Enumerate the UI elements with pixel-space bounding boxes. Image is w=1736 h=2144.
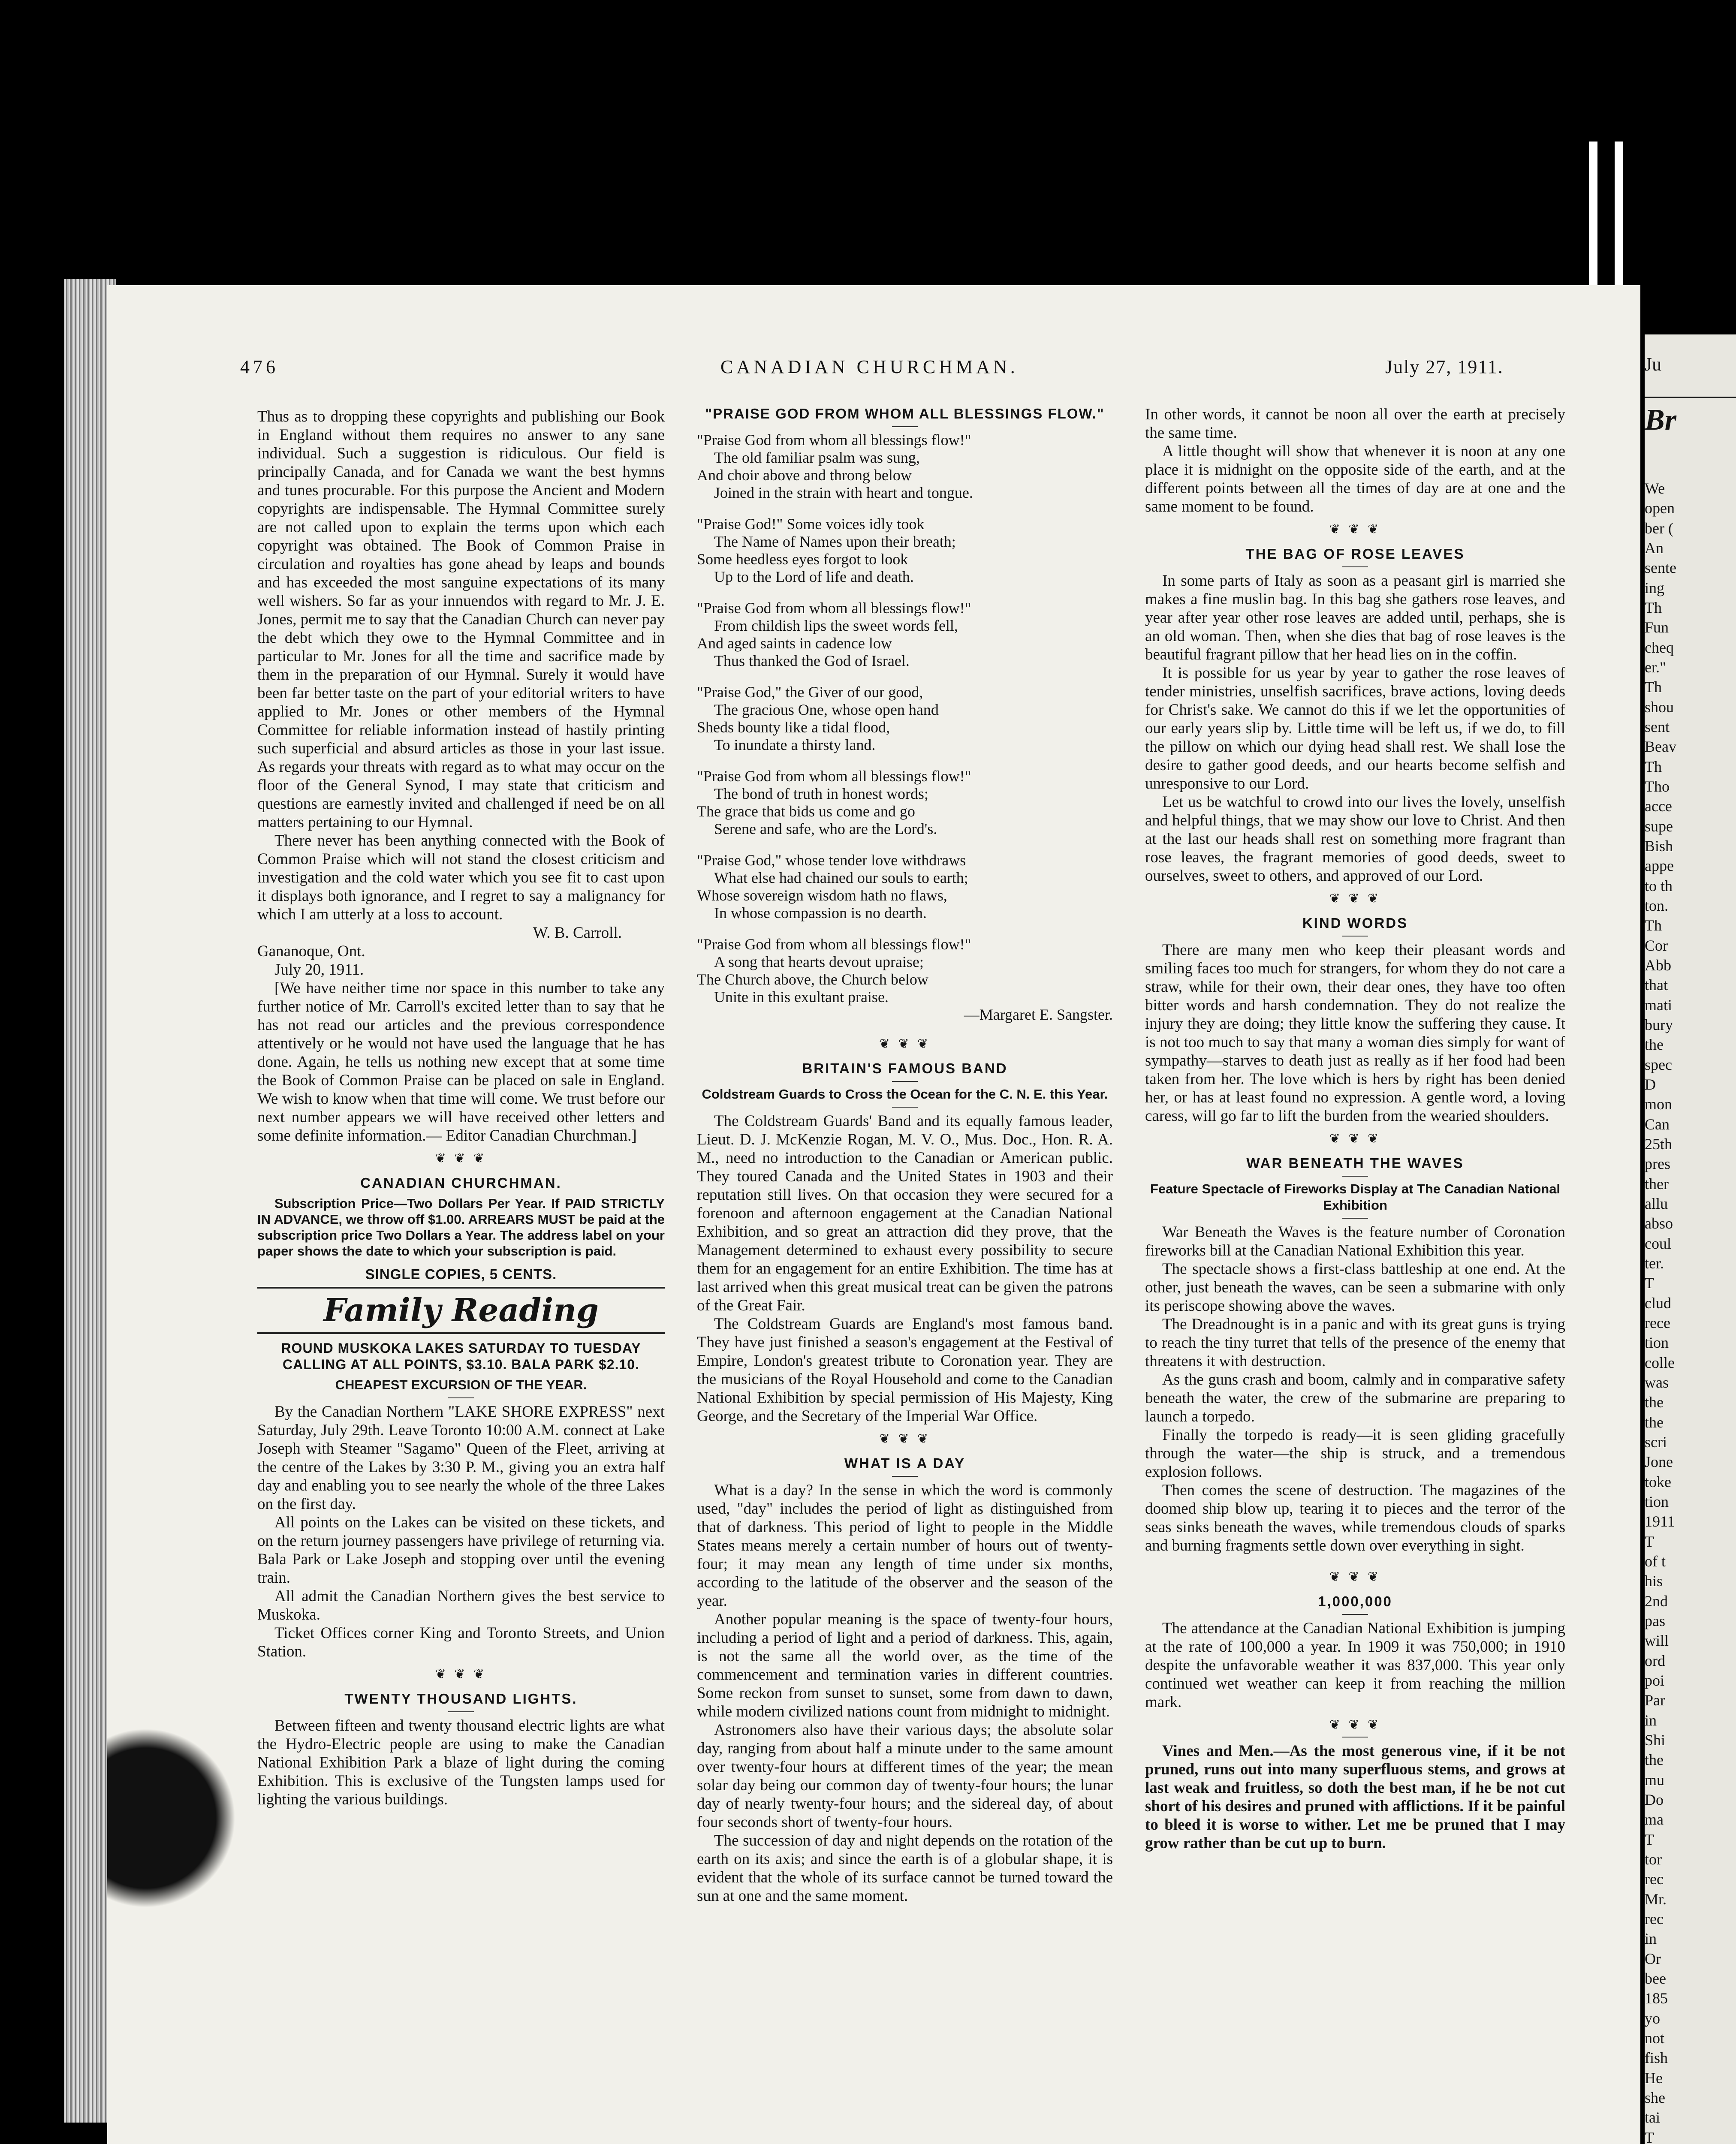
adjacent-line-fragment: clud <box>1645 1294 1671 1312</box>
poem-line: "Praise God from whom all blessings flow!" <box>697 936 971 953</box>
letter-signature: W. B. Carroll. <box>533 924 622 942</box>
ornament: ❦ ❦ ❦ <box>879 1037 931 1051</box>
adjacent-line-fragment: fish <box>1645 2049 1668 2067</box>
excursion-paragraph: All points on the Lakes can be visited on these tickets, and on the return journey passengers have privilege of returning via. Bala Park or Lake Joseph and stopping over until the evening train. <box>257 1514 665 1587</box>
adjacent-line-fragment: in <box>1645 1930 1657 1948</box>
adjacent-line-fragment: Or <box>1645 1950 1661 1967</box>
adjacent-line-fragment: abso <box>1645 1215 1673 1232</box>
adjacent-line-fragment: Th <box>1645 678 1662 696</box>
rose-paragraph: In some parts of Italy as soon as a peasant girl is married she makes a fine muslin bag. In this bag she gathers rose leaves, and year after year other rose leaves are added until, perhaps, she is an old woman. Then, when she dies that bag of rose leaves is the beautiful fragrant pillow that her head lies on in the coffin. <box>1145 572 1565 663</box>
poem-stanza <box>697 599 1113 670</box>
poem-line: Whose sovereign wisdom hath no flaws, <box>697 887 947 904</box>
poem-stanza <box>697 515 1113 586</box>
adjacent-line-fragment: 185 <box>1645 1990 1668 2007</box>
rose-paragraph: Let us be watchful to crowd into our lives the lovely, unselfish and helpful things, that we may show our love to Christ. And then at the last our heads shall rest on something more fragrant than rose leaves, the fragrant memories of good deeds, sweet to ourselves, sweet to others, and approved of our Lord. <box>1145 793 1565 885</box>
divider <box>1342 1218 1368 1219</box>
adjacent-line-fragment: bee <box>1645 1970 1666 1987</box>
adjacent-line-fragment: ter. <box>1645 1255 1664 1272</box>
vines-paragraph: Vines and Men.—As the most generous vine, if it be not pruned, runs out into many superfluous stems, and grows at last weak and fruitless, so doth the best man, if he be not cut short of his desires and pruned with afflictions. If it be painful to bleed it is worse to wither. Let me be pruned that I may grow rather than be cut up to burn. <box>1145 1742 1565 1852</box>
poem-line: And choir above and throng below <box>697 467 912 484</box>
adjacent-line-fragment: pres <box>1645 1155 1670 1173</box>
poem-line: "Praise God from whom all blessings flow!" <box>697 599 971 617</box>
adjacent-line-fragment: An <box>1645 539 1664 557</box>
adjacent-line-fragment: Jone <box>1645 1453 1673 1471</box>
ornament: ❦ ❦ ❦ <box>435 1667 487 1681</box>
letter-place: Gananoque, Ont. <box>257 943 365 960</box>
day-paragraph: The succession of day and night depends on the rotation of the earth on its axis; and since the earth is of a globular shape, it is evident that the whole of its surface cannot be turned toward the sun at one and the same moment. <box>697 1832 1113 1905</box>
adjacent-line-fragment: rec <box>1645 1910 1664 1927</box>
adjacent-line-fragment: was <box>1645 1374 1669 1391</box>
adjacent-line-fragment: sent <box>1645 718 1670 735</box>
muskoka-heading: ROUND MUSKOKA LAKES SATURDAY TO TUESDAY CALLING AT ALL POINTS, $3.10. BALA PARK $2.10. <box>281 1340 641 1372</box>
adjacent-line-fragment: Th <box>1645 917 1662 934</box>
poem-line: What else had chained our souls to earth; <box>714 869 968 886</box>
poem-stanza <box>697 936 1113 1006</box>
adjacent-rule <box>1645 397 1736 398</box>
adjacent-line-fragment: ord <box>1645 1652 1665 1669</box>
million-paragraph: The attendance at the Canadian National Exhibition is jumping at the rate of 100,000 a year. In 1909 it was 750,000; in 1910 despite the unfavorable weather it was 837,000. This year only continued wet weather can keep it from reaching the million mark. <box>1145 1620 1565 1711</box>
divider <box>1342 1614 1368 1615</box>
cc-heading: CANADIAN CHURCHMAN. <box>360 1175 562 1191</box>
adjacent-line-fragment: that <box>1645 976 1668 994</box>
war-paragraph: The spectacle shows a first-class battleship at one end. At the other, just beneath the waves, can be seen a submarine with only its periscope showing above the waves. <box>1145 1260 1565 1315</box>
poem-line: Serene and safe, who are the Lord's. <box>714 820 937 837</box>
million-heading: 1,000,000 <box>1318 1593 1392 1609</box>
page-number: 476 <box>240 356 279 377</box>
adjacent-line-fragment: Do <box>1645 1791 1664 1808</box>
adjacent-header: Ju <box>1645 354 1662 375</box>
adjacent-line-fragment: T <box>1645 1831 1654 1848</box>
adjacent-line-fragment: D <box>1645 1076 1656 1093</box>
rule <box>257 1332 665 1334</box>
war-subheading: Feature Spectacle of Fireworks Display at The Canadian National Exhibition <box>1150 1181 1561 1213</box>
column-1 <box>257 407 665 1809</box>
divider <box>892 1107 918 1108</box>
family-reading-title: Family Reading <box>323 1292 599 1329</box>
adjacent-line-fragment: mati <box>1645 996 1672 1014</box>
adjacent-line-fragment: tion <box>1645 1493 1669 1510</box>
letter-paragraph: Thus as to dropping these copyrights and publishing our Book in England without them requires no answer to any sane individual. Such a suggestion is ridiculous. Our field is principally Canada, and for Canada we want the best hymns and tunes procurable. For this purpose the Ancient and Modern copyrights are indispensable. The Hymnal Committee surely are not called upon to explain the terms upon which each copyright was obtained. The Book of Common Praise in circulation and royalties has gone ahead by leaps and bounds and has exceeded the most sanguine expectations of its many well wishers. So far as your innuendos with regard to Mr. J. E. Jones, permit me to say that the Canadian Church can never pay the debt which they owe to the Hymnal Committee and in particular to Mr. Jones for all the time and sacrifice made by them in the preparation of our Hymnal. Surely it would have been far better taste on the part of your editorial writers to have applied to Mr. Jones or other members of the Hymnal Committee for reliable information instead of hastily printing such superficial and absurd articles as those in your last issue. As regards your threats with regard as to what may occur on the floor of the General Synod, I may state that criticism and questions are earnestly invited and challenged if need be on all matters pertaining to our Hymnal. <box>257 408 665 831</box>
column-2 <box>697 403 1113 1905</box>
poem-stanza <box>697 431 1113 502</box>
letter-paragraph: There never has been anything connected with the Book of Common Praise which will not stand the closest criticism and investigation and the cold water which you see fit to cast upon it displays both ignorance, and I regret to say a malignancy for which I am utterly at a loss to account. <box>257 832 665 923</box>
poem-stanza <box>697 852 1113 922</box>
adjacent-line-fragment: ther <box>1645 1175 1669 1192</box>
adjacent-line-fragment: will <box>1645 1632 1669 1650</box>
adjacent-page <box>1645 334 1736 2144</box>
poem-line: Unite in this exultant praise. <box>714 988 889 1006</box>
war-paragraph: As the guns crash and boom, calmly and in comparative safety beneath the water, the crew of the submarine are preparing to launch a torpedo. <box>1145 1371 1565 1425</box>
twenty-paragraph: Between fifteen and twenty thousand electric lights are what the Hydro-Electric people are using to make the Canadian National Exhibition Park a blaze of light during the coming Exhibition. This is exclusive of the Tungsten lamps used for lighting the various buildings. <box>257 1717 665 1808</box>
poem-line: From childish lips the sweet words fell, <box>714 617 958 634</box>
band-paragraph: The Coldstream Guards' Band and its equally famous leader, Lieut. D. J. McKenzie Rogan, M. V. O., Mus. Doc., Hon. R. A. M., need no introduction to the Canadian or American public. They toured Canada and the United States in 1903 and their reputation still lives. On that occasion they were secured for a forenoon and afternoon engagement at the Canadian National Exhibition, and so great an attraction did they prove, that the Management determined to exhaust every possibility to secure them for an engagement for an entire Exhibition. The time has at last arrived when this great musical treat can be given the patrons of the Great Fair. <box>697 1112 1113 1314</box>
thumb-shadow <box>107 1728 236 1908</box>
war-paragraph: Finally the torpedo is ready—it is seen gliding gracefully through the water—the ship is struck, and a tremendous explosion follows. <box>1145 1426 1565 1481</box>
subscription-notice: Subscription Price—Two Dollars Per Year. If PAID STRICTLY IN ADVANCE, we throw off $1.00. ARREARS MUST be paid at the subscription price Two Dollars a Year. The address label on your paper shows the date to which your subscription is paid. <box>257 1196 665 1259</box>
poem-line: Some heedless eyes forgot to look <box>697 551 908 568</box>
adjacent-line-fragment: mon <box>1645 1096 1673 1113</box>
poem-stanza <box>697 768 1113 838</box>
adjacent-line-fragment: ma <box>1645 1811 1664 1828</box>
poem-line: "Praise God from whom all blessings flow!" <box>697 431 971 449</box>
divider <box>892 426 918 427</box>
poem-line: The Church above, the Church below <box>697 971 928 988</box>
poem-line: Up to the Lord of life and death. <box>714 568 914 585</box>
poem-title: "PRAISE GOD FROM WHOM ALL BLESSINGS FLOW." <box>705 406 1105 422</box>
day-continued: A little thought will show that whenever it is noon at any one place it is midnight on the opposite side of the earth, and at the different points between all the times of day are at one and the same moment to be found. <box>1145 443 1565 515</box>
adjacent-line-fragment: allu <box>1645 1195 1668 1212</box>
war-paragraph: War Beneath the Waves is the feature number of Coronation fireworks bill at the Canadian National Exhibition this year. <box>1145 1223 1565 1259</box>
excursion-paragraph: All admit the Canadian Northern gives the best service to Muskoka. <box>257 1587 665 1623</box>
adjacent-line-fragment: his <box>1645 1572 1663 1590</box>
poem-line: "Praise God," the Giver of our good, <box>697 684 923 701</box>
adjacent-line-fragment: er." <box>1645 659 1666 676</box>
letter-date: July 20, 1911. <box>274 961 364 979</box>
adjacent-line-fragment: Th <box>1645 758 1662 775</box>
adjacent-line-fragment: scri <box>1645 1433 1667 1451</box>
poem-line: The Name of Names upon their breath; <box>714 533 956 550</box>
adjacent-line-fragment: the <box>1645 1751 1664 1769</box>
day-paragraph: Astronomers also have their various days; the absolute solar day, ranging from about half a minute under to the same amount over twenty-four hours at different times of the year; the mean solar day being our common day of twenty-four hours; the lunar day of nearly twenty-four hours; and the sidereal day, of about four seconds short of twenty-four hours. <box>697 1721 1113 1831</box>
band-heading: BRITAIN'S FAMOUS BAND <box>802 1060 1008 1076</box>
adjacent-line-fragment: shou <box>1645 698 1674 716</box>
adjacent-title: Br <box>1645 404 1676 437</box>
day-heading: WHAT IS A DAY <box>844 1455 966 1471</box>
ornament: ❦ ❦ ❦ <box>1329 1570 1381 1584</box>
poem-line: The bond of truth in honest words; <box>714 785 928 802</box>
poem-line: Joined in the strain with heart and tongue. <box>714 484 973 501</box>
adjacent-line-fragment: coul <box>1645 1235 1671 1252</box>
ornament: ❦ ❦ ❦ <box>1329 891 1381 906</box>
adjacent-line-fragment: T <box>1645 2129 1654 2144</box>
adjacent-line-fragment: T <box>1645 1274 1654 1292</box>
adjacent-line-fragment: rec <box>1645 1870 1664 1888</box>
adjacent-line-fragment: toke <box>1645 1473 1671 1491</box>
day-continued: In other words, it cannot be noon all over the earth at precisely the same time. <box>1145 406 1565 442</box>
adjacent-line-fragment: cheq <box>1645 638 1674 656</box>
adjacent-line-fragment: she <box>1645 2089 1665 2106</box>
adjacent-line-fragment: poi <box>1645 1672 1665 1689</box>
adjacent-line-fragment: mu <box>1645 1771 1665 1789</box>
adjacent-line-fragment: the <box>1645 1036 1664 1054</box>
twenty-heading: TWENTY THOUSAND LIGHTS. <box>344 1691 578 1707</box>
poem-author: —Margaret E. Sangster. <box>964 1006 1113 1023</box>
cheapest-heading: CHEAPEST EXCURSION OF THE YEAR. <box>335 1377 587 1392</box>
poem-line: "Praise God from whom all blessings flow!" <box>697 768 971 785</box>
rose-paragraph: It is possible for us year by year to gather the rose leaves of tender ministries, unselfish sacrifices, brave actions, loving deeds for Christ's sake. We cannot do this if we let the opportunities of our early years slip by. Little time will be left us, if we do, to fill the pillow on which our dying head shall rest. We shall lose the desire to gather good deeds, and our hearts become selfish and unresponsive to our Lord. <box>1145 664 1565 792</box>
adjacent-line-fragment: yo <box>1645 2009 1660 2027</box>
adjacent-line-fragment: Can <box>1645 1115 1670 1133</box>
poem-line: The grace that bids us come and go <box>697 803 915 820</box>
adjacent-line-fragment: ing <box>1645 579 1665 596</box>
day-paragraph: What is a day? In the sense in which the word is commonly used, "day" includes the period of light as distinguished from that of darkness. This period of light to people in the Middle States means merely a certain number of hours out of twenty-four; it may mean any length of time under six months, according to the latitude of the observer and the season of the year. <box>697 1482 1113 1610</box>
adjacent-line-fragment: 1911 <box>1645 1513 1675 1530</box>
single-copies: SINGLE COPIES, 5 CENTS. <box>365 1266 557 1282</box>
divider <box>892 1081 918 1082</box>
adjacent-line-fragment: of t <box>1645 1553 1666 1570</box>
adjacent-line-fragment: supe <box>1645 817 1673 835</box>
adjacent-line-fragment: We <box>1645 480 1665 497</box>
rule <box>257 1287 665 1289</box>
ornament: ❦ ❦ ❦ <box>435 1151 487 1165</box>
adjacent-line-fragment: open <box>1645 500 1675 517</box>
adjacent-line-fragment: spec <box>1645 1056 1672 1073</box>
ornament: ❦ ❦ ❦ <box>879 1432 931 1446</box>
adjacent-line-fragment: 2nd <box>1645 1592 1668 1610</box>
adjacent-line-fragment: bury <box>1645 1016 1673 1033</box>
adjacent-line-fragment: Par <box>1645 1692 1665 1709</box>
war-heading: WAR BENEATH THE WAVES <box>1246 1155 1464 1171</box>
issue-date: July 27, 1911. <box>1385 356 1504 377</box>
adjacent-line-fragment: Tho <box>1645 778 1670 795</box>
adjacent-line-fragment: Shi <box>1645 1731 1666 1749</box>
kind-paragraph: There are many men who keep their pleasant words and smiling faces too much for strangers, for whom they do not care a straw, while for their own, their dear ones, they have too often bitter words and harsh condemnation. They do not realize the injury they are doing; they little know the suffering they cause. It is not too much to say that many a woman dies simply for want of sympathy—starves to death just as really as if her food had been taken from her. The love which is hers by right has been denied her, or has at least found no expression. A gentle word, a loving caress, will go far to lift the burden from the wearied shoulders. <box>1145 941 1565 1125</box>
adjacent-line-fragment: in <box>1645 1711 1657 1729</box>
adjacent-line-fragment: 25th <box>1645 1135 1673 1153</box>
poem-line: And aged saints in cadence low <box>697 635 892 652</box>
band-subheading: Coldstream Guards to Cross the Ocean for the C. N. E. this Year. <box>702 1087 1108 1102</box>
adjacent-line-fragment: sente <box>1645 559 1676 577</box>
adjacent-line-fragment: Cor <box>1645 936 1668 954</box>
divider <box>1342 566 1368 567</box>
divider <box>892 1476 918 1477</box>
divider <box>448 1397 474 1398</box>
adjacent-line-fragment: ton. <box>1645 897 1669 914</box>
adjacent-line-fragment: Abb <box>1645 957 1671 974</box>
poem-line: In whose compassion is no dearth. <box>714 904 927 921</box>
war-paragraph: The Dreadnought is in a panic and with its great guns is trying to reach the tiny turret that tells of the presence of the enemy that threatens it with destruction. <box>1145 1316 1565 1370</box>
poem-line: A song that hearts devout upraise; <box>714 953 924 970</box>
adjacent-line-fragment: tor <box>1645 1851 1662 1868</box>
adjacent-line-fragment: tion <box>1645 1334 1669 1352</box>
adjacent-line-fragment: T <box>1645 1533 1654 1550</box>
adjacent-line-fragment: Mr. <box>1645 1890 1667 1908</box>
adjacent-line-fragment: He <box>1645 2069 1663 2087</box>
rose-heading: THE BAG OF ROSE LEAVES <box>1245 546 1465 562</box>
ornament: ❦ ❦ ❦ <box>1329 1132 1381 1146</box>
adjacent-line-fragment: to th <box>1645 877 1673 894</box>
war-paragraph: Then comes the scene of destruction. The magazines of the doomed ship blow up, tearing it to pieces and the terror of the seas sinks beneath the waves, while tremendous clouds of sparks and burning fragments settle down over everything in sight. <box>1145 1482 1565 1554</box>
adjacent-line-fragment: appe <box>1645 857 1674 875</box>
letter-body <box>257 407 665 924</box>
editor-note: [We have neither time nor space in this number to take any further notice of Mr. Carroll's excited letter than to say that he has not read our articles and the previous correspondence attentively or he would not have used the language that he has done. Again, he tells us nothing new except that at some time the Book of Common Praise can be placed on sale in England. We wish to know when that time will come. We trust before our next number appears we will have received other letters and some definite information.— Editor Canadian Churchman.] <box>257 979 665 1144</box>
adjacent-line-fragment: colle <box>1645 1354 1675 1371</box>
band-paragraph: The Coldstream Guards are England's most famous band. They have just finished a season's engagement at the Festival of Empire, London's greatest tribute to Coronation year. They are the musicians of the Royal Household and come to the Canadian National Exhibition by special permission of His Majesty, King George, and the Secretary of the Imperial War Office. <box>697 1315 1113 1425</box>
poem-line: "Praise God," whose tender love withdraws <box>697 852 966 869</box>
adjacent-line-fragment: acce <box>1645 798 1672 815</box>
adjacent-line-fragment: Th <box>1645 599 1662 616</box>
adjacent-line-fragment: the <box>1645 1394 1664 1411</box>
adjacent-line-fragment: ber ( <box>1645 519 1673 537</box>
poem-line: Thus thanked the God of Israel. <box>714 652 910 669</box>
adjacent-line-fragment: the <box>1645 1413 1664 1431</box>
ornament: ❦ ❦ ❦ <box>1329 1718 1381 1732</box>
adjacent-line-fragment: tai <box>1645 2109 1660 2126</box>
kind-heading: KIND WORDS <box>1302 915 1408 931</box>
divider <box>1342 1176 1368 1177</box>
adjacent-line-fragment: Bish <box>1645 837 1673 855</box>
column-3 <box>1145 405 1565 1852</box>
poem <box>697 431 1113 1024</box>
adjacent-line-fragment: Beav <box>1645 738 1676 756</box>
divider <box>448 1711 474 1712</box>
masthead: CANADIAN CHURCHMAN. <box>720 356 1019 377</box>
excursion-paragraph: Ticket Offices corner King and Toronto Streets, and Union Station. <box>257 1624 665 1660</box>
ornament: ❦ ❦ ❦ <box>1329 522 1381 536</box>
excursion-paragraph: By the Canadian Northern "LAKE SHORE EXPRESS" next Saturday, July 29th. Leave Toronto 10:00 A.M. connect at Lake Joseph with Steamer "Sagamo" Queen of the Fleet, arriving at the centre of the Lakes by 3:30 P. M., giving you an extra half day and enabling you to see nearly the whole of the three Lakes on the first day. <box>257 1403 665 1513</box>
adjacent-line-fragment: Fun <box>1645 619 1669 636</box>
poem-line: To inundate a thirsty land. <box>714 736 876 753</box>
adjacent-line-fragment: pas <box>1645 1612 1665 1629</box>
poem-line: Sheds bounty like a tidal flood, <box>697 719 890 736</box>
poem-line: "Praise God!" Some voices idly took <box>697 515 925 533</box>
adjacent-line-fragment: rece <box>1645 1314 1670 1331</box>
adjacent-line-fragment: not <box>1645 2030 1665 2047</box>
poem-stanza <box>697 684 1113 754</box>
poem-line: The gracious One, whose open hand <box>714 701 939 718</box>
day-paragraph: Another popular meaning is the space of twenty-four hours, including a period of light and a period of darkness. This, again, is not the same all the world over, as the time of the commencement and termination varies in different countries. Some reckon from sunset to sunset, some from dawn to dawn, while modern civilized nations count from midnight to midnight. <box>697 1611 1113 1720</box>
poem-line: The old familiar psalm was sung, <box>714 449 920 466</box>
